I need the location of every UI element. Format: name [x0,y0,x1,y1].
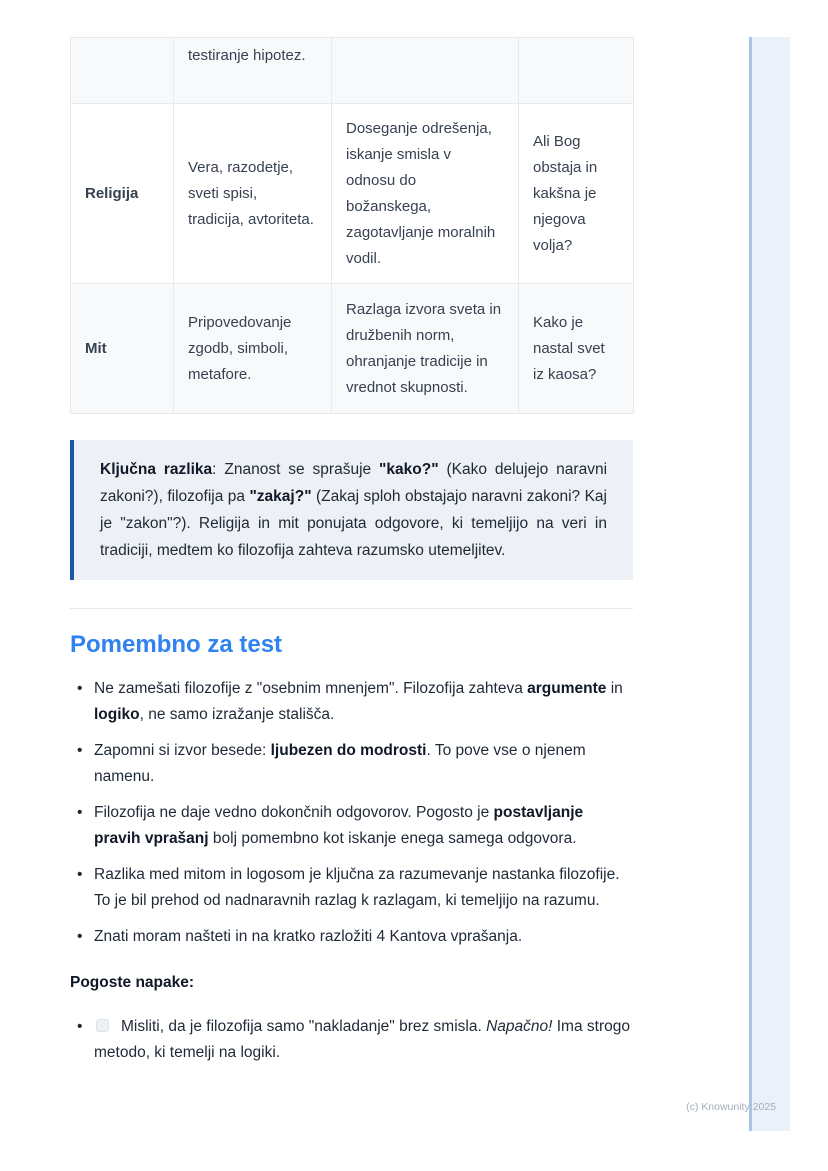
right-margin-strip [749,37,790,1131]
table-cell: Razlaga izvora sveta in družbenih norm, ohranjanje tradicije in vrednot skupnosti. [332,284,519,414]
list-item-text: bolj pomembno kot iskanje enega samega odgovora. [208,830,577,847]
list-item-text: Zapomni si izvor besede: [94,742,271,759]
callout-segment: (Zakaj sploh obstajajo naravni zakoni? Kaj je "zakon"?). Religija in mit ponujata odgovore, ki temeljijo na veri in tradiciji, medtem ko filozofija zahteva razumsko utemeljitev. [100,488,607,559]
page-content [70,37,633,1076]
list-item-text: , ne samo izražanje stališča. [139,706,335,723]
list-item-text: Razlika med mitom in logosom je ključna za razumevanje nastanka filozofije. To je bil prehod od nadnaravnih razlag k razlagam, ki temeljijo na razumu. [94,866,620,909]
table-cell-rowheader: Religija [71,104,174,284]
list-item-text: argumente [527,680,607,697]
list-item-text: logiko [94,706,140,723]
callout-segment: "kako?" [379,461,439,478]
table-cell: Vera, razodetje, sveti spisi, tradicija, avtoriteta. [174,104,332,284]
list-item-text: . To pove vse o njenem namenu. [94,742,586,785]
section-title: Pomembno za test [70,631,283,658]
list-item [70,676,633,728]
callout-segment: Ključna razlika [100,461,213,478]
callout-segment: : Znanost se sprašuje [212,461,380,478]
list-item-text: postavljanje pravih vprašanj [94,804,584,847]
list-item-text: ljubezen do modrosti [270,742,427,759]
table-row [71,104,634,284]
table-cell [332,38,519,104]
list-item [70,738,633,790]
copyright-footer: (c) Knowunity 2025 [686,1101,776,1113]
callout-segment: "zakaj?" [249,488,312,505]
list-item [70,862,633,914]
list-item-text: Filozofija ne daje vedno dokončnih odgovorov. Pogosto je [94,804,494,821]
important-points-list [70,676,633,950]
comparison-table [70,37,634,414]
table-cell: testiranje hipotez. [174,38,332,104]
list-item-text: Misliti, da je filozofija samo "nakladanje" brez smisla. [121,1018,487,1035]
list-item-text: Napačno! [486,1018,553,1035]
callout-text [100,456,607,564]
key-difference-callout [70,440,633,580]
list-item [70,924,633,950]
table-cell: Pripovedovanje zgodb, simboli, metafore. [174,284,332,414]
checkbox-icon[interactable] [96,1019,109,1032]
list-item [70,1014,633,1066]
list-item-text: Znati moram našteti in na kratko razložiti 4 Kantova vprašanja. [94,928,523,945]
table-cell: Kako je nastal svet iz kaosa? [519,284,634,414]
table-row [71,38,634,104]
section-divider [70,608,633,609]
table-row [71,284,634,414]
table-cell: Doseganje odrešenja, iskanje smisla v odnosu do božanskega, zagotavljanje moralnih vodil. [332,104,519,284]
mistakes-heading: Pogoste napake: [70,974,195,991]
table-cell-rowheader: Mit [71,284,174,414]
list-item-text: Ima strogo metodo, ki temelji na logiki. [94,1018,630,1061]
mistakes-list [70,1014,633,1066]
callout-segment: (Kako delujejo naravni zakoni?), filozofija pa [100,461,608,505]
table-cell [519,38,634,104]
list-item-text: Ne zamešati filozofije z "osebnim mnenjem". Filozofija zahteva [94,680,528,697]
table-cell: Ali Bog obstaja in kakšna je njegova volja? [519,104,634,284]
list-item [70,800,633,852]
table-cell [71,38,174,104]
list-item-text: in [606,680,623,697]
